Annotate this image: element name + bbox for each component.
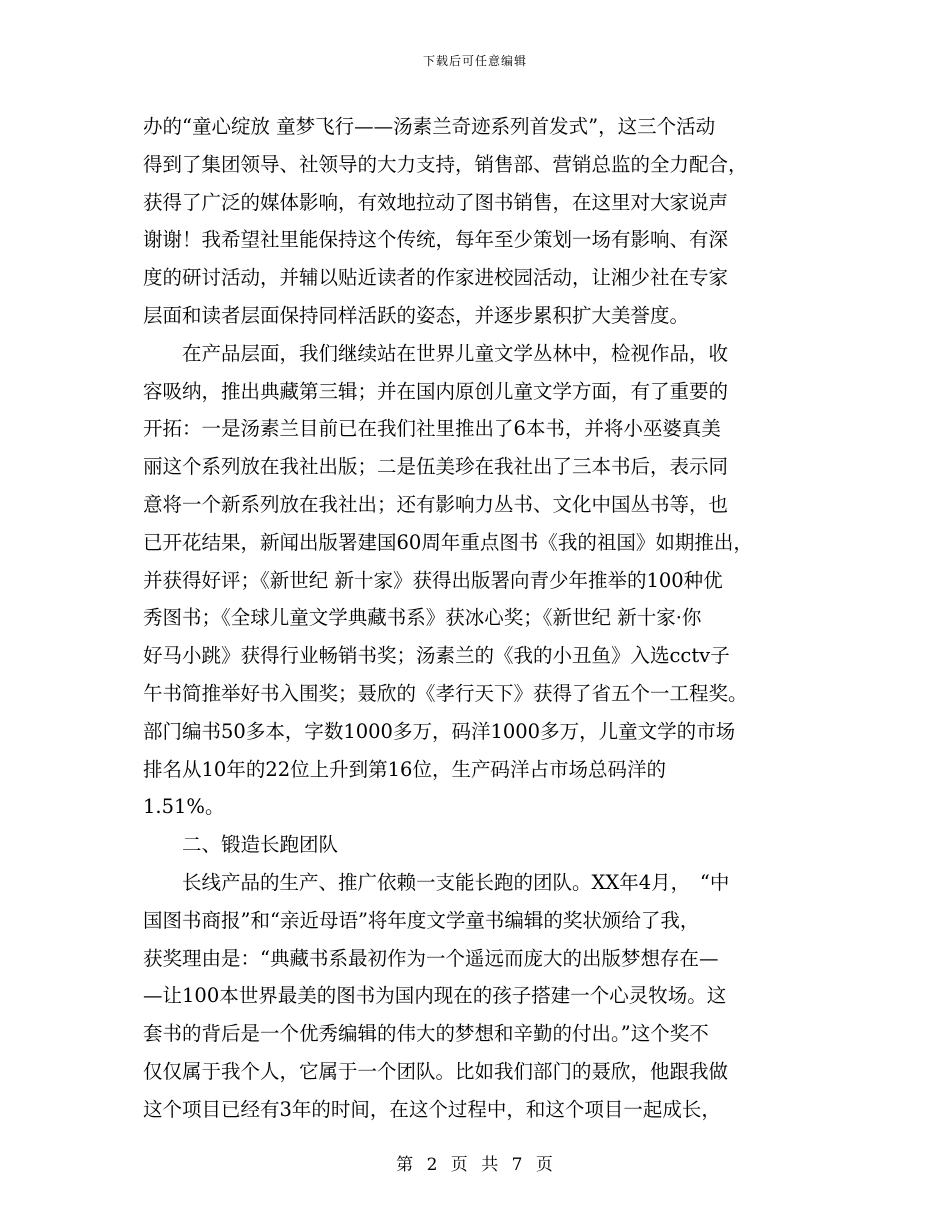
text-line: 已开花结果，新闻出版署建国60周年重点图书《我的祖国》如期推出，: [143, 530, 753, 554]
text-line: —让100本世界最美的图书为国内现在的孩子搭建一个心灵牧场。这: [143, 984, 727, 1008]
text-line: 意将一个新系列放在我社出；还有影响力丛书、文化中国丛书等，也: [143, 492, 729, 516]
text-line: 开拓：一是汤素兰目前已在我们社里推出了6本书，并将小巫婆真美: [143, 417, 721, 441]
text-line: 好马小跳》获得行业畅销书奖；汤素兰的《我的小丑鱼》入选cctv子: [143, 644, 730, 668]
text-line: 国图书商报”和“亲近母语”将年度文学童书编辑的奖状颁给了我，: [143, 908, 700, 932]
text-line: 秀图书；《全球儿童文学典藏书系》获冰心奖；《新世纪 新十家·你: [143, 606, 702, 630]
text-line: 层面和读者层面保持同样活跃的姿态，并逐步累积扩大美誉度。: [143, 303, 690, 327]
text-line: 长线产品的生产、推广依赖一支能长跑的团队。XX年4月， “中: [143, 870, 730, 894]
text-line: 排名从10年的22位上升到第16位，生产码洋占市场总码洋的: [143, 757, 666, 781]
document-body: [143, 108, 807, 1129]
text-line: 得到了集团领导、社领导的大力支持，销售部、营销总监的全力配合，: [143, 152, 748, 176]
text-line: 这个项目已经有3年的时间，在这个过程中，和这个项目一起成长，: [143, 1097, 721, 1121]
text-line: 部门编书50多本，字数1000多万，码洋1000多万，儿童文学的市场: [143, 719, 736, 743]
text-line: 办的“童心绽放 童梦飞行——汤素兰奇迹系列首发式”，这三个活动: [143, 115, 716, 138]
text-line: 并获得好评；《新世纪 新十家》获得出版署向青少年推举的100种优: [143, 568, 723, 592]
text-line: 1.51%。: [143, 795, 225, 819]
text-line: 仅仅属于我个人，它属于一个团队。比如我们部门的聂欣，他跟我做: [143, 1059, 729, 1083]
page-header-note: 下载后可任意编辑: [422, 54, 527, 68]
text-line: 获得了广泛的媒体影响，有效地拉动了图书销售，在这里对大家说声: [143, 190, 729, 214]
section-heading: 二、锻造长跑团队: [143, 833, 339, 857]
text-line: 度的研讨活动，并辅以贴近读者的作家进校园活动，让湘少社在专家: [143, 266, 729, 290]
page-number: 第 2 页 共 7 页: [396, 1155, 554, 1175]
text-line: 套书的背后是一个优秀编辑的伟大的梦想和辛勤的付出。”这个奖不: [143, 1022, 709, 1046]
text-line: 获奖理由是：“典藏书系最初作为一个遥远而庞大的出版梦想存在—: [143, 946, 719, 970]
text-line: 容吸纳，推出典藏第三辑；并在国内原创儿童文学方面，有了重要的: [143, 379, 729, 403]
text-line: 丽这个系列放在我社出版；二是伍美珍在我社出了三本书后，表示同: [143, 455, 729, 479]
text-line: 在产品层面，我们继续站在世界儿童文学丛林中，检视作品，收: [143, 341, 729, 365]
text-line: 谢谢！我希望社里能保持这个传统，每年至少策划一场有影响、有深: [143, 228, 729, 252]
text-line: 午书简推举好书入围奖；聂欣的《孝行天下》获得了省五个一工程奖。: [143, 681, 748, 705]
